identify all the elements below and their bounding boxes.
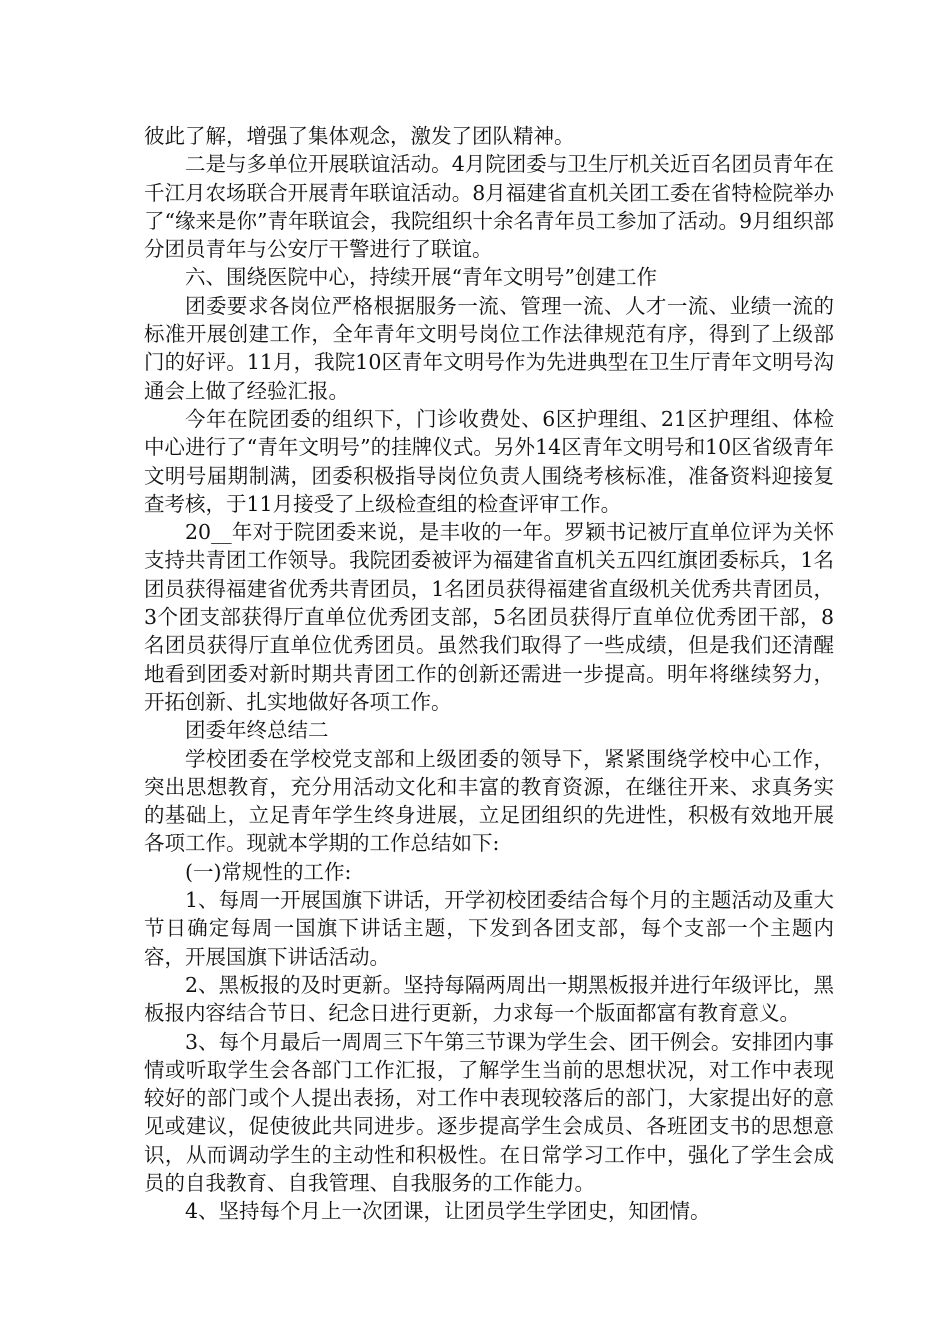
paragraph-school-intro: 学校团委在学校党支部和上级团委的领导下，紧紧围绕学校中心工作，突出思想教育，充分用活动文化和丰富的教育资源，在继往开来、求真务实的基础上，立足青年学生终身进展，立足团组织的先进性，积极有效地开展各项工作。现就本学期的工作总结如下: [144, 746, 834, 856]
section-heading-civilization-post: 六、围绕医院中心，持续开展“青年文明号”创建工作 [185, 265, 657, 290]
subheading-routine-work: (一)常规性的工作: [185, 859, 352, 884]
paragraph-continuation: 彼此了解，增强了集体观念，激发了团队精神。 [144, 124, 575, 148]
list-item-league-class: 4、坚持每个月上一次团课，让团员学生学团史，知团情。 [185, 1199, 711, 1224]
list-item-meetings: 3、每个月最后一周周三下午第三节课为学生会、团干例会。安排团内事情或听取学生会各部门工作汇报，了解学生当前的思想状况，对工作中表现较好的部门或个人提出表扬，对工作中表现较落后的部门，大家提出好的意见或建议，促使彼此共同进步。逐步提高学生会成员、各班团支书的思想意识，从而调动学生的主动性和积极性。在日常学习工作中，强化了学生会成员的自我教育、自我管理、自我服务的工作能力。 [144, 1029, 834, 1195]
paragraph-liaison-activities: 二是与多单位开展联谊活动。4月院团委与卫生厅机关近百名团员青年在千江月农场联合开展青年联谊活动。8月福建省直机关团工委在省特检院举办了“缘来是你”青年联谊会，我院组织十余名青年员工参加了活动。9月组织部分团员青年与公安厅干警进行了联谊。 [144, 152, 835, 262]
paragraph-plaque-ceremony: 今年在院团委的组织下，门诊收费处、6区护理组、21区护理组、体检中心进行了“青年文明号”的挂牌仪式。另外14区青年文明号和10区省级青年文明号届期制满，团委积极指导岗位负责人围绕考核标准，准备资料迎接复查考核，于11月接受了上级检查组的检查评审工作。 [144, 406, 834, 516]
paragraph-standards: 团委要求各岗位严格根据服务一流、管理一流、人才一流、业绩一流的标准开展创建工作，全年青年文明号岗位工作法律规范有序，得到了上级部门的好评。11月，我院10区青年文明号作为先进典型在卫生厅青年文明号沟通会上做了经验汇报。 [144, 293, 834, 403]
document-body [144, 122, 834, 1226]
list-item-blackboard: 2、黑板报的及时更新。坚持每隔两周出一期黑板报并进行年级评比，黑板报内容结合节日、纪念日进行更新，力求每一个版面都富有教育意义。 [144, 972, 834, 1026]
list-item-flag-speech: 1、每周一开展国旗下讲话，开学初校团委结合每个月的主题活动及重大节日确定每周一国旗下讲话主题，下发到各团支部，每个支部一个主题内容，开展国旗下讲话活动。 [144, 888, 834, 969]
section-title-summary-two: 团委年终总结二 [185, 718, 329, 743]
paragraph-annual-harvest: 20__年对于院团委来说，是丰收的一年。罗颖书记被厅直单位评为关怀支持共青团工作领导。我院团委被评为福建省直机关五四红旗团委标兵，1名团员获得福建省优秀共青团员，1名团员获得福建省直级机关优秀共青团员，3个团支部获得厅直单位优秀团支部，5名团员获得厅直单位优秀团干部，8名团员获得厅直单位优秀团员。虽然我们取得了一些成绩，但是我们还清醒地看到团委对新时期共青团工作的创新还需进一步提高。明年将继续努力，开拓创新、扎实地做好各项工作。 [144, 520, 834, 714]
